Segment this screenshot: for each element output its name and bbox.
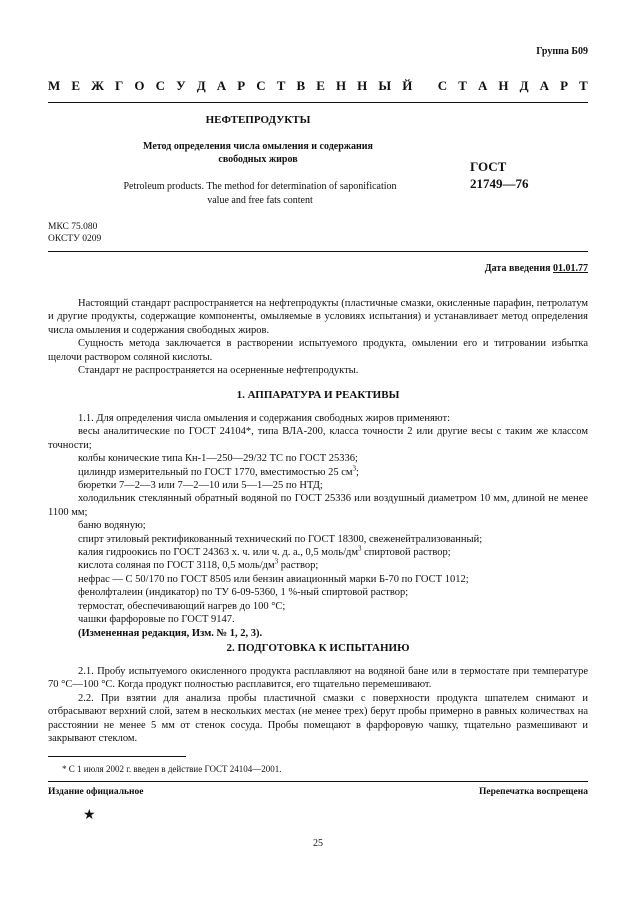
list-item: колбы конические типа Кн-1—250—29/32 ТС по ГОСТ 25336; (78, 453, 358, 465)
banner-letter: Е (71, 78, 81, 93)
banner-letter: С (437, 78, 448, 93)
list-item: кислота соляная по ГОСТ 3118, 0,5 моль/$дм^3$ раствор; (78, 557, 319, 572)
banner-letter: В (296, 78, 306, 93)
banner-rule (48, 102, 588, 103)
banner-letter: Й (402, 78, 413, 93)
gost-designation (470, 158, 529, 192)
mks-code: МКС 75.080 (48, 222, 98, 232)
banner-letter: Т (579, 78, 588, 93)
banner-letter: О (134, 78, 145, 93)
banner-letter: Н (498, 78, 509, 93)
banner-letter: Т (458, 78, 467, 93)
page-number: 25 (313, 838, 323, 849)
intro-paragraph: Настоящий стандарт распространяется на нефтепродукты (пластичные смазки, окисленные парафин, петролатум и другие продукты, содержащие компоненты, омыляемые в условиях испытания) и устанавливает метод определения числа омыления и содержания свободных жиров. (48, 298, 588, 336)
banner-letter: Р (237, 78, 246, 93)
subtitle-line-2: свободных жиров (218, 154, 298, 165)
banner-letter: М (48, 78, 61, 93)
banner-letter: С (155, 78, 165, 93)
english-title (60, 180, 460, 208)
english-title-line-1: Petroleum products. The method for determination of saponification (123, 181, 397, 192)
group-code: Группа Б09 (536, 46, 588, 57)
intro-paragraph: Стандарт не распространяется на осерненные нефтепродукты. (78, 365, 359, 377)
footnote: * С 1 июля 2002 г. введен в действие ГОСТ 24104—2001. (62, 764, 282, 774)
banner-letter: А (216, 78, 227, 93)
banner-letter: А (539, 78, 550, 93)
amendment-note: (Измененная редакция, Изм. № 1, 2, 3). (78, 627, 263, 639)
clause-2-2: 2.2. При взятии для анализа пробы пластичной смазки с поверхности продукта шпателем снимают и отбрасывают верхний слой, затем в нескольких местах (не менее трех) берут пробы примерно в равных количествах на расстоянии не менее 5 мм от стенок сосуда. Пробы помещают в фарфоровую чашку, тщательно размешивают и закрывают стеклом. (48, 692, 588, 745)
list-item: холодильник стеклянный обратный водяной по ГОСТ 25336 или воздушный диаметром 10 мм, длиной не менее 1100 мм; (48, 493, 588, 518)
list-item: баню водяную; (78, 520, 146, 532)
banner-letter: Н (357, 78, 368, 93)
banner-letter (423, 78, 426, 94)
list-item: калия гидроокись по ГОСТ 24363 х. ч. или ч. д. а., 0,5 моль/$дм^3$ спиртовой раствор; (78, 544, 451, 559)
official-edition-label: Издание официальное (48, 787, 144, 797)
intro-paragraph: Сущность метода заключается в растворении испытуемого продукта, омылении его и титровании избытка щелочи раствором соляной кислоты. (48, 338, 588, 363)
clause-1-1: 1.1. Для определения числа омыления и содержания свободных жиров применяют: (78, 413, 450, 424)
section-2-text (48, 665, 588, 745)
interstate-standard-banner (48, 78, 588, 94)
list-item: бюретки 7—2—3 или 7—2—10 или 5—1—25 по НТД; (78, 480, 323, 492)
document-title: НЕФТЕПРОДУКТЫ (205, 114, 311, 126)
list-item: чашки фарфоровые по ГОСТ 9147. (78, 614, 235, 626)
list-item: термостат, обеспечивающий нагрев до 100 °С; (78, 600, 286, 612)
header-rule (48, 251, 588, 252)
list-item: спирт этиловый ректификованный технический по ГОСТ 18300, свеженейтрализованный; (78, 533, 483, 545)
list-item: цилиндр измерительный по ГОСТ 1770, вместимостью 25 $см^3$; (78, 464, 359, 478)
date-value: 01.01.77 (553, 263, 588, 274)
banner-letter: Д (519, 78, 529, 93)
section-1-text (48, 412, 588, 640)
section-1-heading: 1. АППАРАТУРА И РЕАКТИВЫ (236, 389, 400, 401)
subtitle-line-1: Метод определения числа омыления и содержания (143, 141, 373, 152)
gost-label: ГОСТ (470, 159, 507, 174)
clause-2-1: 2.1. Пробу испытуемого окисленного продукта расплавляют на водяной бане или в термостате при температуре 70 °С—100 °С. Когда продукт полностью расплавится, его тщательно перемешивают. (48, 666, 588, 691)
star-icon: ★ (83, 808, 96, 823)
section-2-heading: 2. ПОДГОТОВКА К ИСПЫТАНИЮ (226, 642, 410, 654)
banner-letter: Ы (378, 78, 392, 93)
banner-letter: Т (276, 78, 286, 93)
reprint-prohibited-label: Перепечатка воспрещена (478, 787, 588, 797)
banner-letter: С (256, 78, 266, 93)
banner-letter: Ж (91, 78, 104, 93)
english-title-line-2: value and free fats content (207, 195, 313, 206)
footer-rule (48, 781, 588, 782)
banner-letter: Р (560, 78, 569, 93)
banner-letter: Е (316, 78, 325, 93)
banner-letter: А (477, 78, 488, 93)
introduction-date (485, 263, 588, 274)
classification-codes (48, 221, 101, 245)
document-subtitle (48, 140, 468, 166)
okstu-code: ОКСТУ 0209 (48, 234, 102, 244)
banner-letter: Н (335, 78, 347, 93)
footnote-rule (48, 756, 186, 757)
banner-letter: Г (115, 78, 124, 93)
banner-letter: Д (196, 78, 206, 93)
list-item: нефрас — С 50/170 по ГОСТ 8505 или бензин авиационный марки Б-70 по ГОСТ 1012; (78, 573, 469, 585)
banner-letter: У (176, 78, 186, 93)
list-item: фенолфталеин (индикатор) по ТУ 6-09-5360, 1 %-ный спиртовой раствор; (78, 587, 409, 599)
date-label: Дата введения (484, 263, 551, 274)
list-item: весы аналитические по ГОСТ 24104*, типа ВЛА-200, класса точности 2 или другие весы с таким же классом точности; (48, 426, 588, 451)
gost-number: 21749—76 (470, 176, 529, 191)
introduction-text (48, 297, 588, 377)
